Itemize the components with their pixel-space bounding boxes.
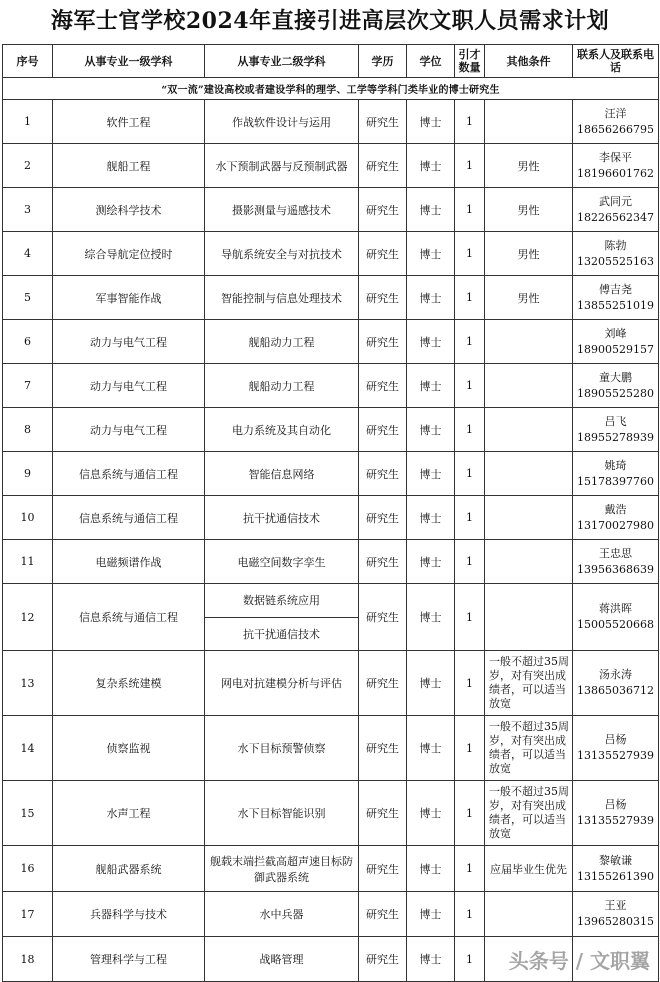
- cell-quantity: 1: [455, 408, 485, 452]
- cell-level1: 舰船工程: [53, 144, 205, 188]
- cell-quantity: 1: [455, 716, 485, 781]
- contact-phone: 13855251019: [577, 298, 654, 312]
- cell-other: [485, 540, 573, 584]
- cell-level2: 水下目标预警侦察: [205, 716, 359, 781]
- cell-quantity: 1: [455, 651, 485, 716]
- cell-level2: 水中兵器: [205, 892, 359, 937]
- section-row: [3, 78, 659, 100]
- contact-phone: 15005520668: [577, 618, 654, 631]
- cell-level1: 水声工程: [53, 781, 205, 846]
- cell-no: 6: [3, 320, 53, 364]
- cell-other: [485, 364, 573, 408]
- cell-other: [485, 408, 573, 452]
- cell-level1: 信息系统与通信工程: [53, 496, 205, 540]
- contact-name: 李保平: [599, 150, 632, 164]
- table-row: [3, 651, 659, 716]
- contact-name: 蒋洪晖: [599, 602, 632, 615]
- cell-level2: 作战软件设计与运用: [205, 100, 359, 144]
- cell-no: 8: [3, 408, 53, 452]
- cell-level2: 导航系统安全与对抗技术: [205, 232, 359, 276]
- cell-level1: 舰船武器系统: [53, 846, 205, 892]
- cell-degree: 博士: [407, 232, 455, 276]
- cell-level1: 测绘科学技术: [53, 188, 205, 232]
- table-row: [3, 232, 659, 276]
- cell-level2: 抗干扰通信技术: [205, 496, 359, 540]
- cell-contact: [573, 892, 659, 937]
- header-level1: 从事专业一级学科: [53, 45, 205, 78]
- cell-no: 2: [3, 144, 53, 188]
- cell-other: [485, 496, 573, 540]
- contact-phone: 15178397760: [577, 474, 654, 488]
- cell-degree: 博士: [407, 408, 455, 452]
- table-header-row: [3, 45, 659, 78]
- cell-education: 研究生: [359, 276, 407, 320]
- cell-quantity: 1: [455, 364, 485, 408]
- cell-other: [485, 320, 573, 364]
- cell-education: 研究生: [359, 846, 407, 892]
- table-row: [3, 540, 659, 584]
- table-row: [3, 781, 659, 846]
- page-title: 海军士官学校2024年直接引进高层次文职人员需求计划: [50, 8, 610, 34]
- table-row: [3, 408, 659, 452]
- cell-no: 17: [3, 892, 53, 937]
- cell-no: 10: [3, 496, 53, 540]
- contact-phone: 13205525163: [577, 254, 654, 268]
- cell-quantity: 1: [455, 540, 485, 584]
- section-title: “双一流”建设高校或者建设学科的理学、工学等学科门类毕业的博士研究生: [3, 78, 659, 100]
- cell-contact: [573, 408, 659, 452]
- table-row: [3, 100, 659, 144]
- cell-level1: 侦察监视: [53, 716, 205, 781]
- cell-education: 研究生: [359, 232, 407, 276]
- cell-quantity: 1: [455, 144, 485, 188]
- cell-contact: [573, 364, 659, 408]
- cell-quantity: 1: [455, 100, 485, 144]
- cell-level2: 抗干扰通信技术: [205, 617, 359, 651]
- cell-contact: [573, 496, 659, 540]
- cell-level1: 信息系统与通信工程: [53, 584, 205, 651]
- cell-no: 11: [3, 540, 53, 584]
- cell-no: 12: [3, 584, 53, 651]
- cell-degree: 博士: [407, 452, 455, 496]
- cell-quantity: 1: [455, 584, 485, 651]
- cell-level1: 综合导航定位授时: [53, 232, 205, 276]
- contact-name: 吕杨: [604, 733, 627, 746]
- contact-name: 姚琦: [604, 458, 627, 472]
- contact-name: 王亚: [604, 899, 627, 912]
- table-row: [3, 188, 659, 232]
- cell-quantity: 1: [455, 937, 485, 982]
- cell-no: 18: [3, 937, 53, 982]
- contact-name: 傅吉尧: [599, 282, 632, 296]
- cell-education: 研究生: [359, 496, 407, 540]
- cell-quantity: 1: [455, 232, 485, 276]
- cell-no: 4: [3, 232, 53, 276]
- contact-phone: 13965280315: [577, 915, 654, 928]
- cell-quantity: 1: [455, 188, 485, 232]
- table-row: [3, 716, 659, 781]
- table-row: [3, 846, 659, 892]
- contact-phone: 18196601762: [577, 166, 654, 180]
- cell-degree: 博士: [407, 846, 455, 892]
- cell-education: 研究生: [359, 144, 407, 188]
- contact-phone: 13170027980: [577, 518, 654, 532]
- cell-degree: 博士: [407, 716, 455, 781]
- cell-level2: 战略管理: [205, 937, 359, 982]
- header-other: 其他条件: [485, 45, 573, 78]
- cell-education: 研究生: [359, 452, 407, 496]
- contact-name: 黎敏谦: [599, 853, 632, 867]
- cell-other: [485, 892, 573, 937]
- cell-degree: 博士: [407, 276, 455, 320]
- contact-name: 童大鹏: [599, 370, 632, 384]
- cell-contact: [573, 144, 659, 188]
- cell-other: [485, 584, 573, 651]
- cell-level1: 复杂系统建模: [53, 651, 205, 716]
- cell-level2: 电力系统及其自动化: [205, 408, 359, 452]
- cell-no: 13: [3, 651, 53, 716]
- contact-name: 汤永涛: [599, 668, 632, 681]
- cell-contact: [573, 320, 659, 364]
- cell-education: 研究生: [359, 781, 407, 846]
- cell-contact: [573, 846, 659, 892]
- cell-degree: 博士: [407, 540, 455, 584]
- cell-level2: 智能控制与信息处理技术: [205, 276, 359, 320]
- cell-level2: 网电对抗建模分析与评估: [205, 651, 359, 716]
- cell-level2: 水下预制武器与反预制武器: [205, 144, 359, 188]
- contact-phone: 13956368639: [577, 562, 654, 576]
- cell-degree: 博士: [407, 364, 455, 408]
- contact-phone: 18656266795: [577, 122, 654, 136]
- cell-level2: 摄影测量与遥感技术: [205, 188, 359, 232]
- contact-name: 吕飞: [604, 414, 627, 428]
- cell-education: 研究生: [359, 584, 407, 651]
- cell-degree: 博士: [407, 100, 455, 144]
- cell-contact: [573, 584, 659, 651]
- cell-education: 研究生: [359, 100, 407, 144]
- contact-name: 武同元: [599, 194, 632, 208]
- cell-degree: 博士: [407, 781, 455, 846]
- cell-level1: 软件工程: [53, 100, 205, 144]
- cell-level2: 水下目标智能识别: [205, 781, 359, 846]
- cell-contact: [573, 188, 659, 232]
- cell-contact: [573, 716, 659, 781]
- cell-education: 研究生: [359, 408, 407, 452]
- cell-other: 一般不超过35周岁，对有突出成绩者，可以适当放宽: [485, 716, 573, 781]
- cell-level1: 电磁频谱作战: [53, 540, 205, 584]
- contact-phone: 18900529157: [577, 342, 654, 356]
- table-row: [3, 144, 659, 188]
- cell-no: 9: [3, 452, 53, 496]
- contact-phone: 18226562347: [577, 210, 654, 224]
- cell-no: 3: [3, 188, 53, 232]
- cell-no: 5: [3, 276, 53, 320]
- cell-education: 研究生: [359, 651, 407, 716]
- cell-degree: 博士: [407, 584, 455, 651]
- cell-level2: 舰船动力工程: [205, 364, 359, 408]
- cell-degree: 博士: [407, 892, 455, 937]
- recruitment-table: [2, 44, 659, 982]
- cell-other: 男性: [485, 188, 573, 232]
- cell-degree: 博士: [407, 320, 455, 364]
- header-contact: 联系人及联系电话: [573, 45, 659, 78]
- contact-phone: 13135527939: [577, 814, 654, 827]
- cell-no: 16: [3, 846, 53, 892]
- contact-phone: 13135527939: [577, 749, 654, 762]
- cell-other: [485, 452, 573, 496]
- cell-level2: 数据链系统应用: [205, 584, 359, 618]
- cell-degree: 博士: [407, 651, 455, 716]
- cell-degree: 博士: [407, 937, 455, 982]
- cell-other: 男性: [485, 276, 573, 320]
- contact-name: 陈勃: [604, 238, 627, 252]
- table-row: [3, 276, 659, 320]
- cell-level2: 电磁空间数字孪生: [205, 540, 359, 584]
- cell-quantity: 1: [455, 496, 485, 540]
- cell-other: 男性: [485, 232, 573, 276]
- contact-phone: 18905525280: [577, 386, 654, 400]
- cell-level1: 信息系统与通信工程: [53, 452, 205, 496]
- cell-quantity: 1: [455, 276, 485, 320]
- cell-level2: 舰载末端拦截高超声速目标防御武器系统: [205, 846, 359, 892]
- cell-level1: 管理科学与工程: [53, 937, 205, 982]
- contact-name: 戴浩: [604, 502, 627, 516]
- table-row: [3, 496, 659, 540]
- table-row: [3, 364, 659, 408]
- table-row: [3, 452, 659, 496]
- contact-phone: 18955278939: [577, 430, 654, 444]
- contact-phone: 13155261390: [577, 869, 654, 883]
- cell-level2: 舰船动力工程: [205, 320, 359, 364]
- table-row: [3, 584, 659, 618]
- cell-other: 一般不超过35周岁，对有突出成绩者，可以适当放宽: [485, 651, 573, 716]
- cell-degree: 博士: [407, 496, 455, 540]
- header-no: 序号: [3, 45, 53, 78]
- cell-contact: [573, 452, 659, 496]
- cell-no: 1: [3, 100, 53, 144]
- cell-education: 研究生: [359, 364, 407, 408]
- cell-education: 研究生: [359, 540, 407, 584]
- cell-no: 14: [3, 716, 53, 781]
- cell-quantity: 1: [455, 781, 485, 846]
- table-row: [3, 320, 659, 364]
- cell-level1: 兵器科学与技术: [53, 892, 205, 937]
- cell-degree: 博士: [407, 144, 455, 188]
- contact-name: 汪洋: [604, 106, 627, 120]
- cell-level1: 动力与电气工程: [53, 364, 205, 408]
- cell-education: 研究生: [359, 188, 407, 232]
- cell-level1: 动力与电气工程: [53, 408, 205, 452]
- contact-name: 吕杨: [604, 798, 627, 811]
- table-row: [3, 892, 659, 937]
- cell-contact: [573, 781, 659, 846]
- contact-name: 刘峰: [604, 326, 627, 340]
- contact-phone: 13865036712: [577, 684, 654, 697]
- cell-other: 一般不超过35周岁，对有突出成绩者，可以适当放宽: [485, 781, 573, 846]
- cell-level1: 动力与电气工程: [53, 320, 205, 364]
- cell-other: 男性: [485, 144, 573, 188]
- cell-quantity: 1: [455, 320, 485, 364]
- header-degree: 学位: [407, 45, 455, 78]
- cell-education: 研究生: [359, 892, 407, 937]
- cell-no: 7: [3, 364, 53, 408]
- cell-contact: [573, 276, 659, 320]
- cell-contact: [573, 651, 659, 716]
- header-quantity: 引才数量: [455, 45, 485, 78]
- header-education: 学历: [359, 45, 407, 78]
- cell-contact: [573, 540, 659, 584]
- cell-level1: 军事智能作战: [53, 276, 205, 320]
- contact-name: 王忠思: [599, 546, 632, 560]
- cell-education: 研究生: [359, 937, 407, 982]
- cell-other: [485, 100, 573, 144]
- cell-quantity: 1: [455, 452, 485, 496]
- cell-no: 15: [3, 781, 53, 846]
- watermark: 头条号 / 文职翼: [508, 949, 650, 973]
- cell-other: 应届毕业生优先: [485, 846, 573, 892]
- cell-education: 研究生: [359, 320, 407, 364]
- cell-quantity: 1: [455, 892, 485, 937]
- cell-contact: [573, 232, 659, 276]
- cell-degree: 博士: [407, 188, 455, 232]
- cell-quantity: 1: [455, 846, 485, 892]
- header-level2: 从事专业二级学科: [205, 45, 359, 78]
- cell-education: 研究生: [359, 716, 407, 781]
- cell-level2: 智能信息网络: [205, 452, 359, 496]
- cell-contact: [573, 100, 659, 144]
